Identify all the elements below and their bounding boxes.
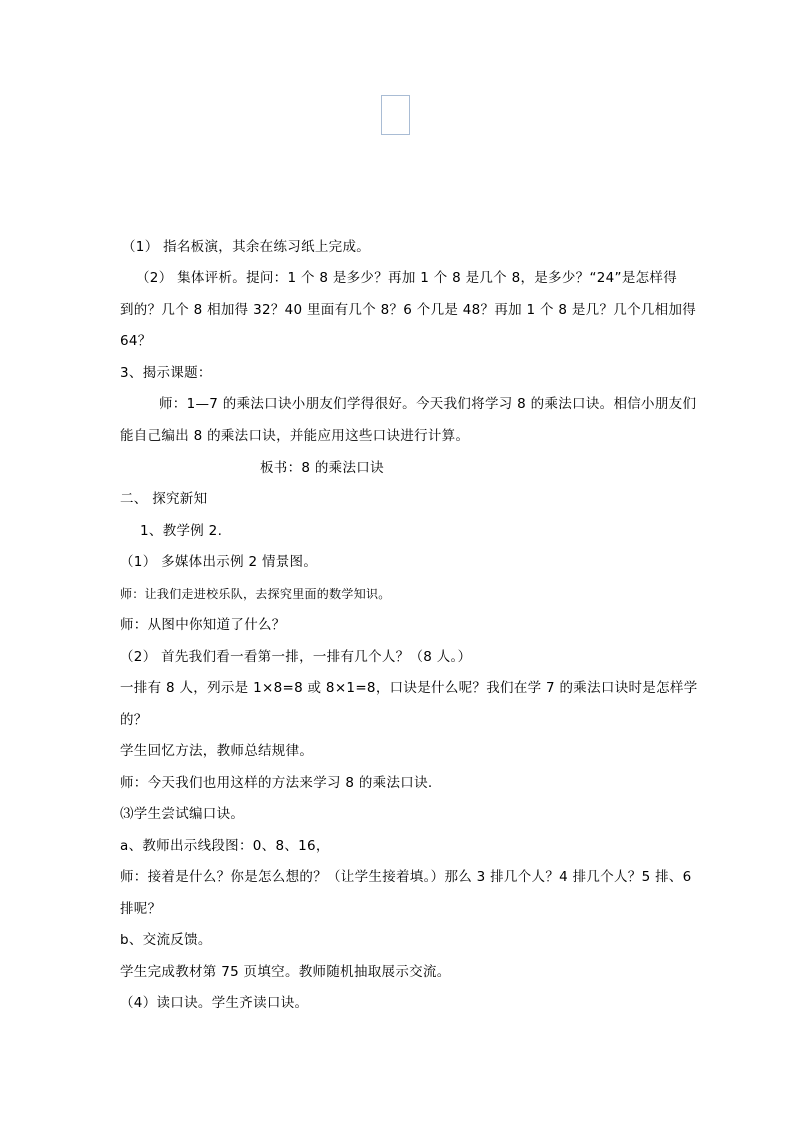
board-title: 板书：8 的乘法口诀 bbox=[260, 460, 384, 476]
section-heading: 3、揭示课题： bbox=[120, 365, 212, 381]
text-line: 的？ bbox=[120, 712, 148, 728]
text-line: 学生回忆方法，教师总结规律。 bbox=[120, 743, 314, 759]
text-line: 能自己编出 8 的乘法口诀，并能应用这些口诀进行计算。 bbox=[120, 428, 470, 444]
text-line: 学生完成教材第 75 页填空。教师随机抽取展示交流。 bbox=[120, 964, 451, 980]
text-line: 64？ bbox=[120, 333, 152, 349]
text-line: （2） 首先我们看一看第一排，一排有几个人？（8 人。） bbox=[120, 649, 472, 665]
text-line: ⑶学生尝试编口诀。 bbox=[120, 806, 245, 822]
text-line: 师：从图中你知道了什么？ bbox=[120, 617, 286, 633]
text-line: 师：让我们走进校乐队，去探究里面的数学知识。 bbox=[120, 587, 391, 601]
text-line: 到的？几个 8 相加得 32？40 里面有几个 8？6 个几是 48？再加 1 个 8 是几？几个几相加得 bbox=[120, 302, 697, 318]
image-placeholder bbox=[381, 95, 410, 135]
text-line: a、教师出示线段图：0、8、16， bbox=[120, 838, 330, 854]
text-line: 师：今天我们也用这样的方法来学习 8 的乘法口诀. bbox=[120, 775, 433, 791]
text-line: b、交流反馈。 bbox=[120, 932, 212, 948]
text-line: 排呢？ bbox=[120, 901, 162, 917]
text-line: 师：接着是什么？你是怎么想的？（让学生接着填。）那么 3 排几个人？4 排几个人？5 排、6 bbox=[120, 869, 692, 885]
subsection-heading: 1、教学例 2. bbox=[140, 523, 223, 539]
text-line: （4）读口诀。学生齐读口诀。 bbox=[120, 995, 309, 1011]
text-line: 师：1—7 的乘法口诀小朋友们学得很好。今天我们将学习 8 的乘法口诀。相信小朋友们 bbox=[159, 396, 697, 412]
text-line: （1） 多媒体出示例 2 情景图。 bbox=[120, 554, 318, 570]
text-line: （2） 集体评析。提问：1 个 8 是多少？再加 1 个 8 是几个 8，是多少？“24”是怎样得 bbox=[136, 270, 678, 286]
text-line: （1） 指名板演，其余在练习纸上完成。 bbox=[122, 239, 371, 255]
text-line: 一排有 8 人，列示是 1×8=8 或 8×1=8，口诀是什么呢？我们在学 7 的乘法口诀时是怎样学 bbox=[120, 680, 698, 696]
section-heading: 二、 探究新知 bbox=[120, 491, 208, 507]
